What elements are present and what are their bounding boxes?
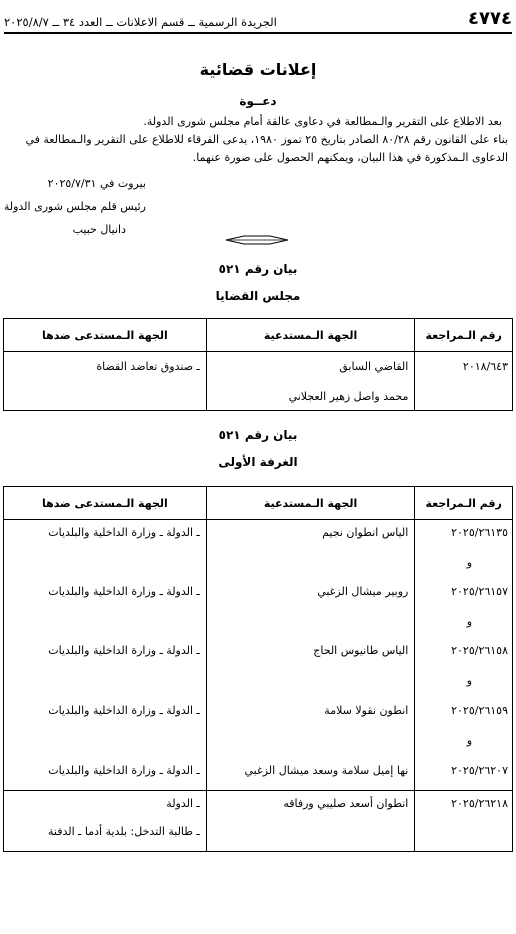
- statement-2-body: الغرفة الأولى: [218, 455, 298, 469]
- ref-number: ٢٠٢٥/٢٦١٥٨: [451, 644, 508, 657]
- header-defendant: الجهة الـمستدعى ضدها: [4, 487, 207, 520]
- signature-role: رئيس قلم مجلس شورى الدولة: [3, 200, 146, 213]
- gazette-line: الجريدة الرسمية ــ قسم الاعلانات ــ العدد ٣٤ ــ ٢٠٢٥/٨/٧: [4, 15, 277, 29]
- plaintiff: روبير ميشال الزغبي: [317, 585, 409, 598]
- statement-1-body: مجلس القضايا: [215, 289, 301, 303]
- page-number: ٤٧٧٤: [468, 8, 512, 29]
- header-plaintiff: الجهة الـمستدعية: [206, 487, 415, 520]
- connector: و: [466, 734, 472, 747]
- page-header: [4, 6, 512, 34]
- plaintiff: الياس طانيوس الحاج: [313, 644, 409, 657]
- header-ref: رقم الـمراجعة: [415, 487, 513, 520]
- plaintiff: نها إميل سلامة وسعد ميشال الزغبي: [244, 764, 409, 777]
- table-header-row: [4, 319, 513, 352]
- defendant: ـ الدولة ـ وزارة الداخلية والبلديات: [48, 704, 200, 717]
- notice-paragraph-2: بناء على القانون رقم ٨٠/٢٨ الصادر بتاريخ ٢٥ تموز ١٩٨٠، يدعى الفرقاء للاطلاع على التقرير والـمطالعة في الدعاوى الـمذكورة في هذا البيان، ويمكنهم الحصول على صورة عنهما.: [25, 133, 508, 164]
- table-row: [4, 352, 513, 411]
- defendant: ـ الدولة ـ وزارة الداخلية والبلديات: [48, 526, 200, 539]
- plaintiff: الياس انطوان نجيم: [322, 526, 409, 539]
- connector: و: [466, 556, 472, 569]
- notice-paragraph-1: بعد الاطلاع على التقرير والـمطالعة في دعاوى عالقة أمام مجلس شورى الدولة.: [143, 115, 502, 128]
- statement-2-table: [3, 486, 513, 852]
- ref-number: ٢٠٢٥/٢٦٢١٨: [451, 797, 508, 810]
- defendant: ـ الدولة ـ وزارة الداخلية والبلديات: [48, 585, 200, 598]
- header-plaintiff: الجهة الـمستدعية: [206, 319, 415, 352]
- ref-number: ٢٠٢٥/٢٦١٣٥: [451, 526, 508, 539]
- section-title: إعلانات قضائية: [199, 60, 317, 79]
- plaintiff-line-1: القاضي السابق: [339, 360, 409, 373]
- statement-2-number: بيان رقم ٥٢١: [218, 428, 298, 442]
- ref-number: ٢٠٢٥/٢٦٢٠٧: [451, 764, 508, 777]
- table-header-row: [4, 487, 513, 520]
- header-ref: رقم الـمراجعة: [415, 319, 513, 352]
- connector: و: [466, 615, 472, 628]
- defendant-line-1: ـ الدولة: [166, 797, 200, 810]
- plaintiff-line-2: محمد واصل زهير العجلاني: [288, 390, 409, 403]
- defendant: ـ الدولة ـ وزارة الداخلية والبلديات: [48, 764, 200, 777]
- defendant: ـ صندوق تعاضد القضاة: [96, 360, 200, 373]
- statement-1-table: [3, 318, 513, 411]
- table-row-group: [4, 520, 513, 791]
- ref-number: ٢٠٢٥/٢٦١٥٧: [451, 585, 508, 598]
- plaintiff: انطون نقولا سلامة: [324, 704, 409, 717]
- header-defendant: الجهة الـمستدعى ضدها: [4, 319, 207, 352]
- signature-place-date: بيروت في ٢٠٢٥/٧/٣١: [47, 177, 146, 190]
- defendant: ـ الدولة ـ وزارة الداخلية والبلديات: [48, 644, 200, 657]
- statement-1-number: بيان رقم ٥٢١: [218, 262, 298, 276]
- defendant-line-2: ـ طالبة التدخل: بلدية أدما ـ الدفنة: [48, 825, 200, 838]
- section-divider: [226, 234, 288, 246]
- signature-name: دانيال حبيب: [72, 223, 126, 236]
- table-row: [4, 791, 513, 852]
- connector: و: [466, 674, 472, 687]
- signature-block: [0, 172, 146, 241]
- notice-heading: دعــوة: [239, 94, 277, 108]
- ref-number: ٢٠١٨/٦٤٣: [462, 360, 508, 373]
- plaintiff: انطوان أسعد صليبي ورفاقه: [283, 797, 409, 810]
- ref-number: ٢٠٢٥/٢٦١٥٩: [451, 704, 508, 717]
